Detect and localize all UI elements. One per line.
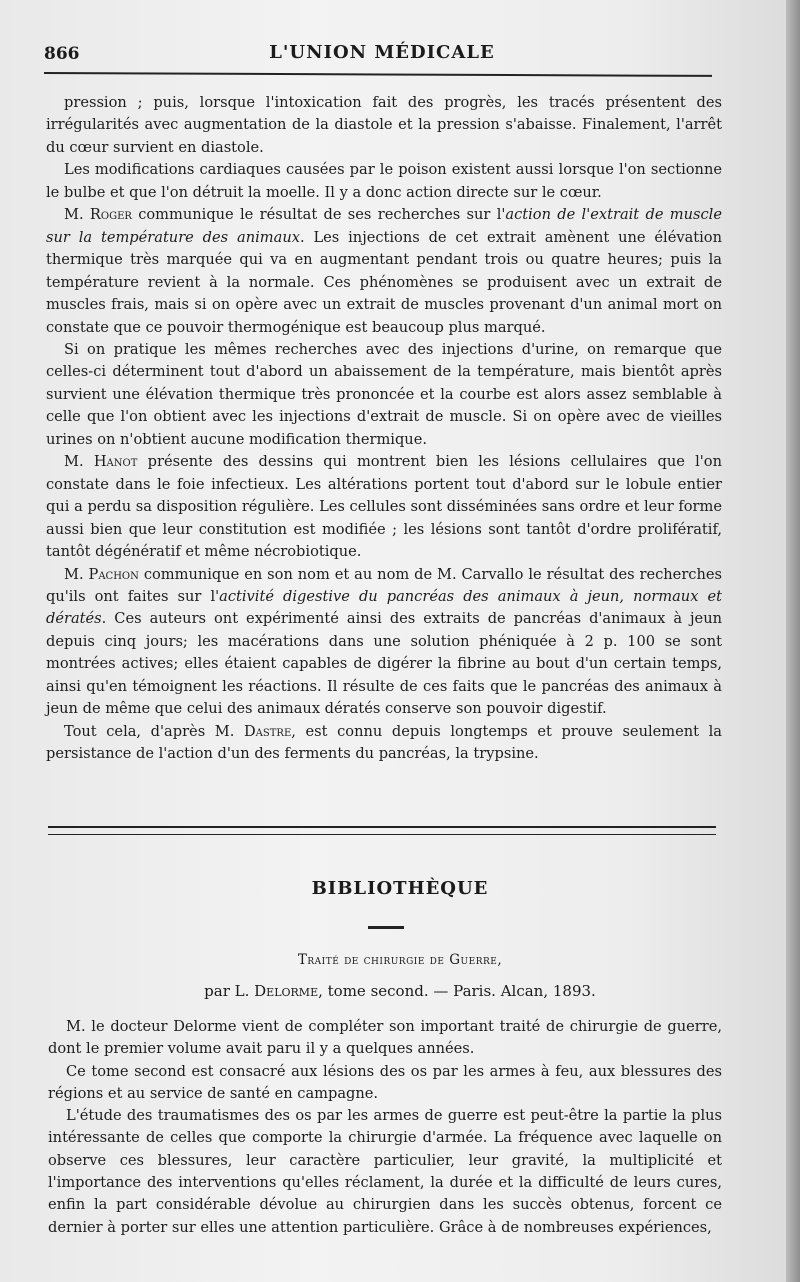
paragraph [48,1016,722,1061]
author-suffix: , tome second. — Paris. Alcan, 1893. [318,982,596,1000]
person-name: Dastre [243,722,292,740]
person-name: Roger [89,206,132,224]
text-run: Les modifications cardiaques causées par le poison existent aussi lorsque l'on sectionne le bulbe et que l'on détruit la moelle. Il y a donc action directe sur le cœur. [46,161,722,201]
paragraph [46,721,722,766]
page-edge-shadow [786,0,800,1282]
review-body [48,1016,722,1239]
paragraph [46,564,722,721]
section-heading: BIBLIOTHÈQUE [311,878,489,899]
paragraph [46,451,722,563]
paragraph [46,159,722,204]
text-run: présente des dessins qui montrent bien les lésions cellulaires que l'on constate dans le foie infectieux. Les altérations portent tout d'abord sur le lobule entier qui a perdu sa disposition régulière. Les cellules sont disséminées sans ordre et leur forme aussi bien que leur constitution est modifiée ; les lésions sont tantôt d'ordre prolifératif, tantôt dégénératif et même nécrobiotique. [46,453,722,561]
text-run: Ce tome second est consacré aux lésions des os par les armes à feu, aux blessures des régions et au service de santé en campagne. [48,1062,722,1102]
text-run: . Ces auteurs ont expérimenté ainsi des extraits de pancréas d'animaux à jeun depuis cinq jours; les macérations dans une solution phéniquée à 2 p. 100 se sont montrées actives; elles étaient capables de digérer la fibrine au bout d'un certain temps, ainsi qu'en témoignent les réactions. Il résulte de ces faits que le pancréas des animaux à jeun de même que celui des animaux dératés conserve son pouvoir digestif. [46,610,722,718]
author-name: Delorme [254,982,319,1000]
person-name: Pachon [88,565,139,583]
running-title: L'UNION MÉDICALE [269,42,495,63]
text-run: Si on pratique les mêmes recherches avec des injections d'urine, on remarque que celles-ci déterminent tout d'abord un abaissement de la température, mais bientôt après survient une élévation thermique très prononcée et la courbe est alors assez semblable à celle que l'on obtient avec les injections d'extrait de muscle. Si on opère avec de vieilles urines on n'obtient aucune modification thermique. [46,340,722,448]
text-run: , est connu depuis longtemps et prouve seulement la persistance de l'action d'un des ferments du pancréas, la trypsine. [46,722,722,763]
text-run: M. [64,206,90,224]
text-run: Tout cela, d'après M. [64,722,244,740]
paragraph [46,339,722,451]
text-run: communique en son nom et au nom de M. Carvallo le résultat des recherches qu'ils ont faites sur l' [46,565,722,605]
text-run: M. [64,565,89,583]
person-name: Hanot [93,453,138,471]
text-run: . Les injections de cet extrait amènent une élévation thermique très marquée qui va en augmentant pendant trois ou quatre heures; puis la température revient à la normale. Ces phénomènes se produisent avec un extrait de muscles frais, mais si on opère avec un extrait de muscles provenant d'un animal mort on constate que ce pouvoir thermogénique est beaucoup plus marqué. [46,228,722,336]
heading-rule [368,926,404,929]
book-author-line [0,982,800,1000]
page-number: 866 [44,44,80,64]
header-rule [44,72,712,77]
italic-title: activité digestive du pancréas des animaux à jeun, normaux et dératés [46,587,722,628]
article-body [46,92,722,766]
paragraph [48,1105,722,1239]
paragraph [48,1061,722,1106]
text-run: L'étude des traumatismes des os par les armes de guerre est peut-être la partie la plus intéressante de celles que comporte la chirurgie d'armée. La fréquence avec laquelle on observe ces blessures, leur caractère particulier, leur gravité, la multiplicité et l'importance des interventions qu'elles réclament, la durée et la difficulté de leurs cures, enfin la part considérable dévolue au chirurgien dans les succès obtenus, forcent ce dernier à porter sur elles une attention particulière. Grâce à de nombreuses expériences, [48,1107,722,1236]
paragraph [46,204,722,339]
italic-title: action de l'extrait de muscle sur la température des animaux [46,206,722,246]
author-prefix: par L. [204,982,255,1000]
page-header [44,38,720,72]
text-run: M. le docteur Delorme vient de compléter son important traité de chirurgie de guerre, dont le premier volume avait paru il y a quelques années. [48,1018,722,1058]
book-title: Traité de chirurgie de Guerre, [297,952,503,968]
text-run: M. [64,453,94,471]
text-run: communique le résultat de ses recherches sur l' [131,206,506,224]
section-divider [48,826,716,835]
text-run: pression ; puis, lorsque l'intoxication fait des progrès, les tracés présentent des irrégularités avec augmentation de la diastole et la pression s'abaisse. Finalement, l'arrêt du cœur survient en diastole. [46,94,722,156]
paragraph [46,92,722,159]
